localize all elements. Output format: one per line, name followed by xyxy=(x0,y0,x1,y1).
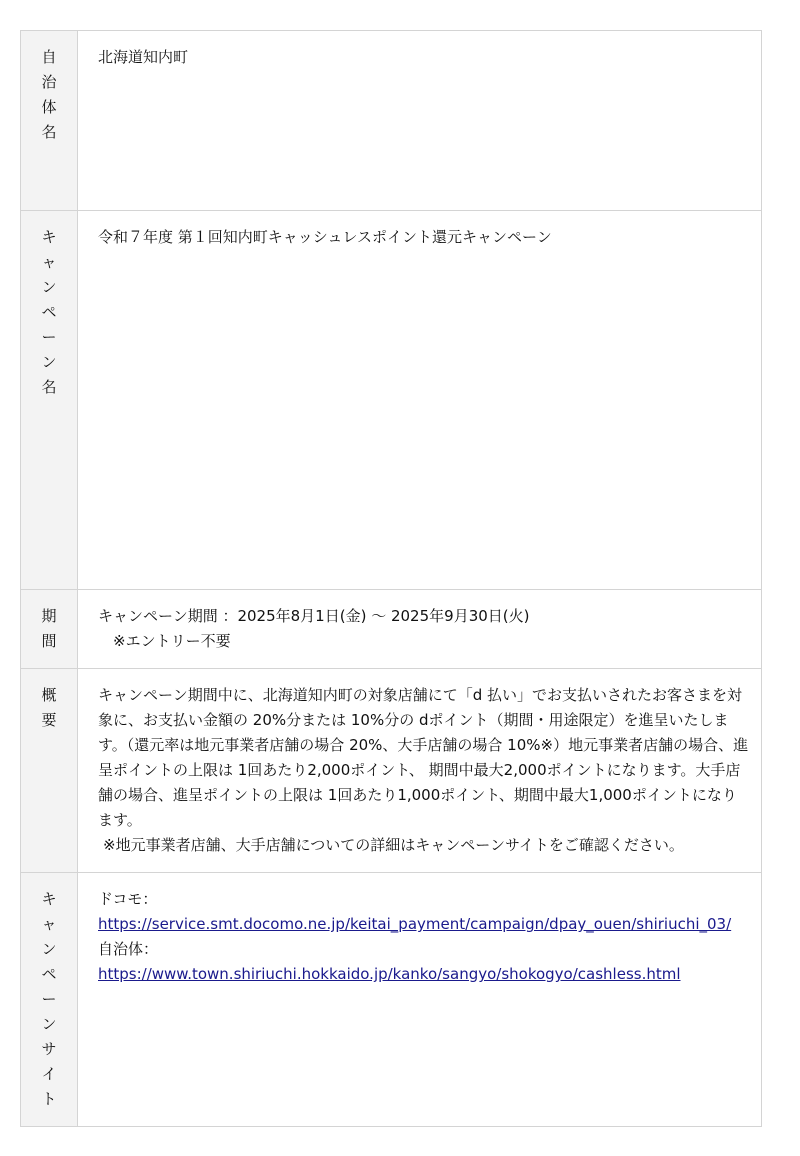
header-char: 要 xyxy=(41,711,57,729)
municipality-name: 北海道知内町 xyxy=(98,48,189,66)
overview-text: キャンペーン期間中に、北海道知内町の対象店舗にて「d 払い」でお支払いされたお客さまを対象に、お支払い金額の 20%分または 10%分の dポイント（期間・用途限定）を進呈いたします。（還元率は地元事業者店舗の場合 20%、大手店舗の場合 10%※）地元事業者店舗の場合、進呈ポイントの上限は 1回あたり2,000ポイント、 期間中最大2,000ポイントになります。大手店舗の場合、進呈ポイントの上限は 1回あたり1,000ポイント、期間中最大1,000ポイントになります。 xyxy=(98,686,749,829)
header-campaign-name xyxy=(21,211,78,589)
header-char: ペ xyxy=(41,303,57,321)
header-char: 期 xyxy=(41,607,57,625)
header-overview xyxy=(21,669,78,872)
header-char: 名 xyxy=(41,123,57,141)
header-char: 治 xyxy=(41,73,57,91)
value-municipality xyxy=(78,31,761,210)
header-char: 名 xyxy=(41,378,57,396)
header-char: ャ xyxy=(41,253,57,271)
header-char: 体 xyxy=(41,98,57,116)
header-char: ペ xyxy=(41,965,57,983)
entry-note: ※エントリー不要 xyxy=(113,632,231,650)
header-char: サ xyxy=(41,1040,57,1058)
header-char: ャ xyxy=(41,915,57,933)
row-period xyxy=(21,589,761,668)
value-overview xyxy=(78,669,761,872)
municipality-label: 自治体： xyxy=(98,940,159,958)
header-char: ン xyxy=(41,1015,57,1033)
campaign-info-table xyxy=(20,30,762,1127)
header-campaign-site xyxy=(21,873,78,1126)
municipality-campaign-link[interactable]: https://www.town.shiriuchi.hokkaido.jp/kanko/sangyo/shokogyo/cashless.html xyxy=(98,965,681,983)
header-char: ー xyxy=(41,328,57,346)
header-char: ー xyxy=(41,990,57,1008)
header-char: ン xyxy=(41,353,57,371)
header-char: ト xyxy=(41,1090,57,1108)
campaign-period: キャンペーン期間 ：2025年8月1日(金) 〜 2025年9月30日(火) xyxy=(98,607,530,625)
row-municipality xyxy=(21,31,761,210)
docomo-campaign-link[interactable]: https://service.smt.docomo.ne.jp/keitai_payment/campaign/dpay_ouen/shiriuchi_03/ xyxy=(98,915,732,933)
docomo-label: ドコモ： xyxy=(98,890,158,908)
row-overview xyxy=(21,668,761,872)
header-char: 自 xyxy=(41,48,57,66)
row-campaign-name xyxy=(21,210,761,589)
header-char: ン xyxy=(41,940,57,958)
value-campaign-name xyxy=(78,211,761,589)
overview-note: ※地元事業者店舗、大手店舗についての詳細はキャンペーンサイトをご確認ください。 xyxy=(103,836,684,854)
header-municipality xyxy=(21,31,78,210)
value-campaign-site xyxy=(78,873,761,1126)
header-char: ン xyxy=(41,278,57,296)
header-period xyxy=(21,590,78,668)
campaign-name: 令和７年度 第１回知内町キャッシュレスポイント還元キャンペーン xyxy=(98,228,552,246)
header-char: キ xyxy=(41,890,57,908)
value-period xyxy=(78,590,761,668)
header-char: 間 xyxy=(41,632,57,650)
header-char: 概 xyxy=(41,686,57,704)
row-campaign-site xyxy=(21,872,761,1126)
header-char: キ xyxy=(41,228,57,246)
header-char: イ xyxy=(41,1065,57,1083)
